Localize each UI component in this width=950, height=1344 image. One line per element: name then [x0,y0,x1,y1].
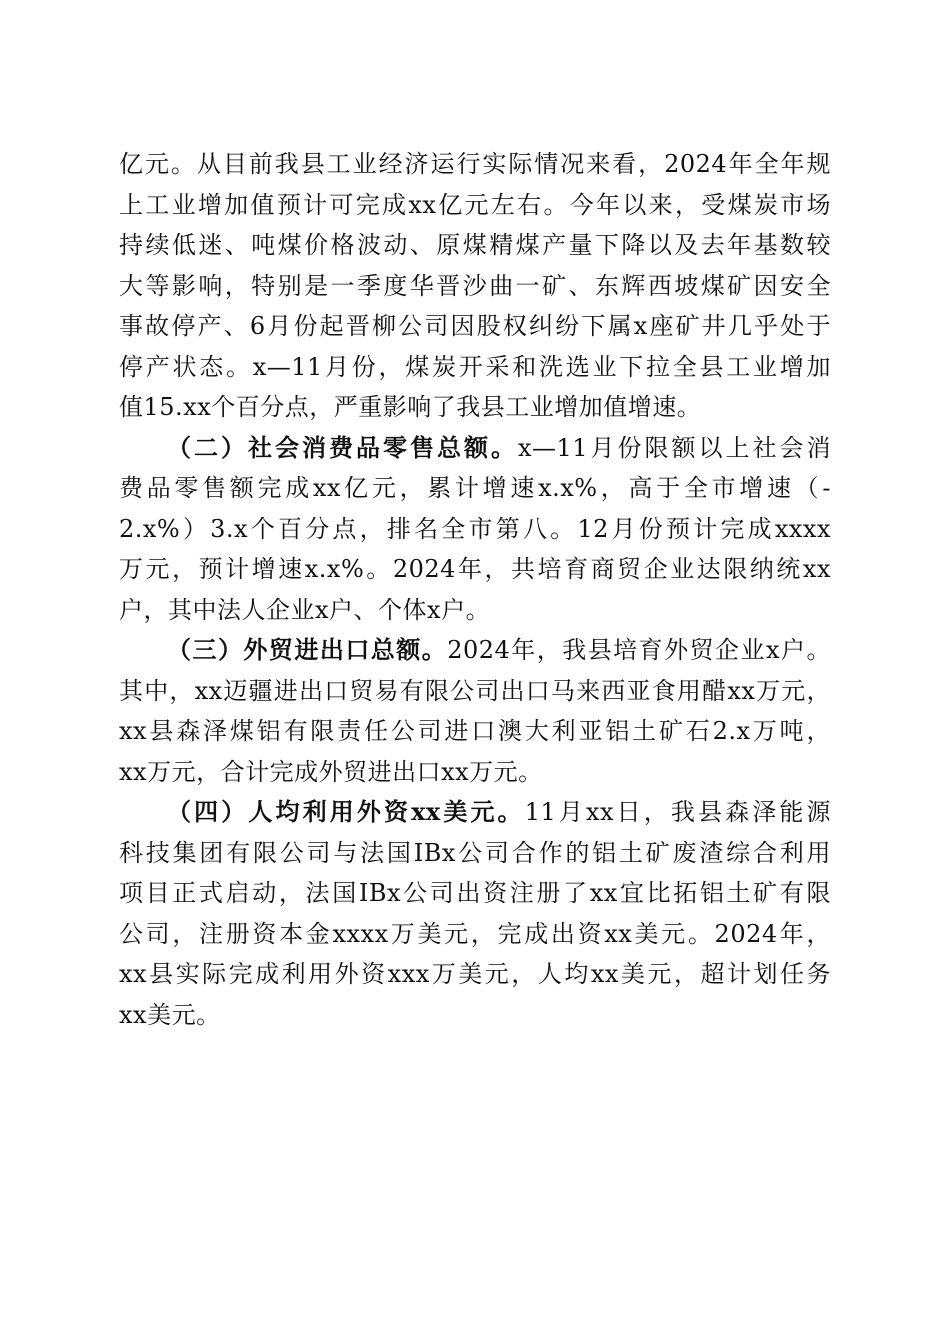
text-line: 2.x%）3.x个百分点，排名全市第八。12月份预计完成xxxx [119,514,831,543]
text-line: 持续低迷、吨煤价格波动、原煤精煤产量下降以及去年基数较 [119,231,831,259]
text-line: 其中，xx迈疆进出口贸易有限公司出口马来西亚食用醋xx万元， [119,676,831,705]
text-line: 事故停产、6月份起晋柳公司因股权纠纷下属x座矿井几乎处于 [119,312,831,340]
text-line: 公司，注册资本金xxxx万美元，完成出资xx美元。2024年， [119,919,831,948]
text-line: 停产状态。x—11月份，煤炭开采和洗选业下拉全县工业增加 [119,352,831,381]
text-line: 值15.xx个百分点，严重影响了我县工业增加值增速。 [119,393,702,421]
text-line: 户，其中法人企业x户、个体x户。 [119,595,491,624]
text-line: 费品零售额完成xx亿元，累计增速x.x%，高于全市增速（- [119,474,831,502]
text-line: 科技集团有限公司与法国IBx公司合作的铝土矿废渣综合利用 [119,838,831,867]
text-span: x—11月份限额以上社会消 [517,433,831,462]
text-line: xx县实际完成利用外资xxx万美元，人均xx美元，超计划任务 [119,960,831,988]
text-line: xx美元。 [119,1000,221,1029]
text-line: 上工业增加值预计可完成xx亿元左右。今年以来，受煤炭市场 [119,190,831,219]
text-span: 2024年，我县培育外贸企业x户。 [447,636,831,664]
paragraph-foreign-trade [119,630,831,792]
text-span: 11月xx日，我县森泽能源 [524,798,831,826]
section-heading: （四）人均利用外资xx美元。 [167,797,525,826]
text-line: 大等影响，特别是一季度华晋沙曲一矿、东辉西坡煤矿因安全 [119,271,831,300]
paragraph-industrial-value [119,144,831,428]
text-line [119,792,831,833]
text-line: 项目正式启动，法国IBx公司出资注册了xx宜比拓铝土矿有限 [119,879,831,907]
text-line: 万元，预计增速x.x%。2024年，共培育商贸企业达限纳统xx [119,555,831,583]
text-line: xx县森泽煤铝有限责任公司进口澳大利亚铝土矿石2.x万吨， [119,717,831,745]
paragraph-retail-sales [119,428,831,631]
text-line [119,428,831,469]
section-heading: （二）社会消费品零售总额。 [167,432,518,462]
document-body [119,144,831,1035]
section-heading: （三）外贸进出口总额。 [167,635,448,664]
paragraph-foreign-investment [119,792,831,1035]
text-line: 亿元。从目前我县工业经济运行实际情况来看，2024年全年规 [119,150,831,178]
text-line [119,630,831,671]
text-line: xx万元，合计完成外贸进出口xx万元。 [119,757,543,786]
